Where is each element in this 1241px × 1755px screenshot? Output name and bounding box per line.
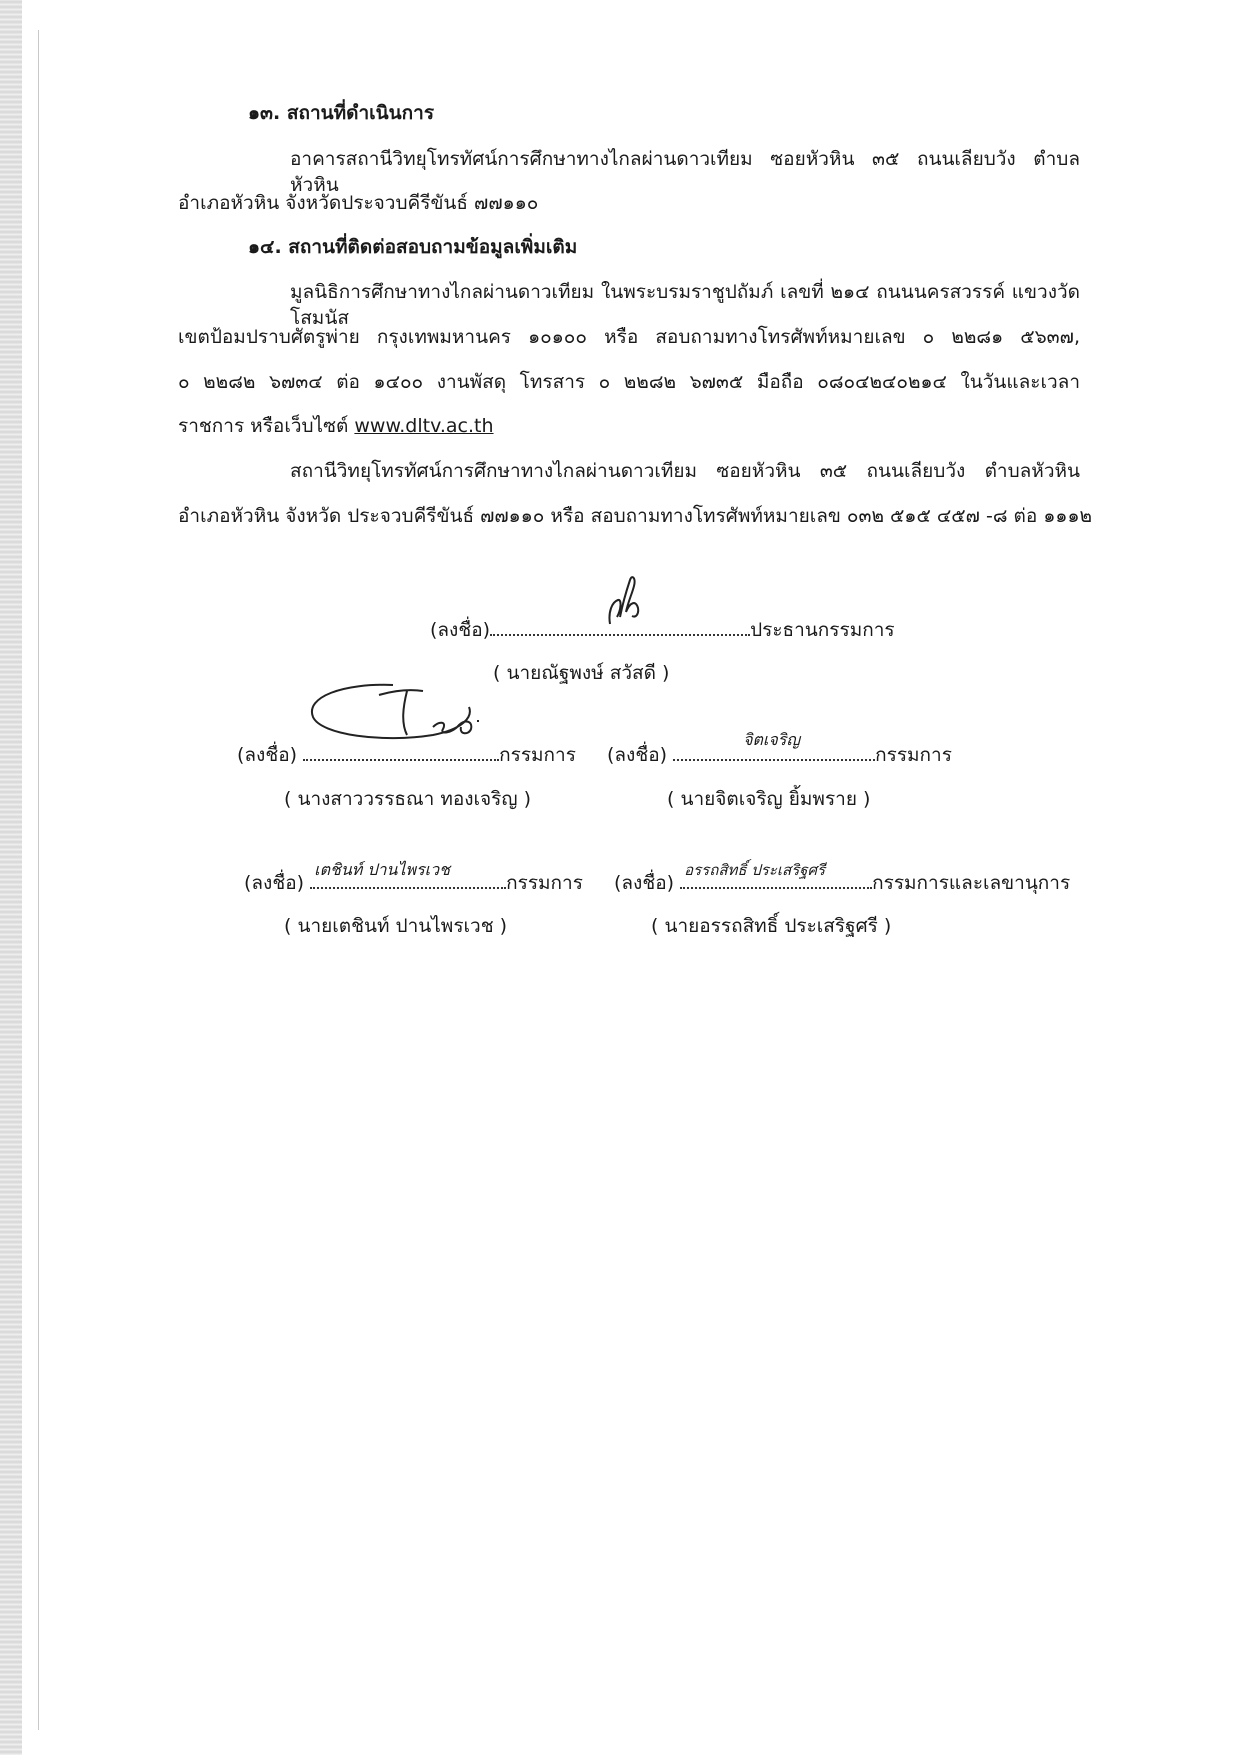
member2-handwriting: จิตเจริญ — [743, 730, 800, 749]
scan-margin-line — [38, 30, 39, 1730]
member2-signature-line — [607, 730, 952, 768]
secretary-name: ( นายอรรถสิทธิ์ ประเสริฐศรี ) — [651, 915, 892, 937]
website-link[interactable]: www.dltv.ac.th — [354, 415, 494, 437]
section-14-para1-line1: มูลนิธิการศึกษาทางไกลผ่านดาวเทียม ในพระบรมราชูปถัมภ์ เลขที่ ๒๑๔ ถนนนครสวรรค์ แขวงวัดโสมนัส — [290, 281, 1080, 329]
secretary-signature-line — [614, 861, 1071, 896]
secretary-role: กรรมการและเลขานุการ — [872, 872, 1071, 894]
member3-signature-line — [244, 860, 583, 896]
member2-role: กรรมการ — [875, 744, 952, 766]
member3-handwriting: เตชินท์ ปานไพรเวช — [314, 860, 450, 879]
chairman-signature-image — [490, 572, 750, 632]
section-13-text-line2: อำเภอหัวหิน จังหวัดประจวบคีรีขันธ์ ๗๗๑๑๐ — [178, 192, 539, 214]
section-13-heading: ๑๓. สถานที่ดำเนินการ — [248, 102, 435, 124]
signature-dotted-line — [490, 616, 750, 636]
signature-dotted-line — [673, 730, 875, 761]
section-14-para1-line4 — [178, 413, 494, 439]
chairman-signature-line — [430, 616, 895, 643]
section-14-para2-line2: อำเภอหัวหิน จังหวัด ประจวบคีรีขันธ์ ๗๗๑๑๐ หรือ สอบถามทางโทรศัพท์หมายเลข ๐๓๒ ๕๑๕ ๔๕๗ -๘ ต่อ ๑๑๑๒ — [178, 505, 1093, 527]
sign-label: (ลงชื่อ) — [614, 872, 675, 894]
sign-label: (ลงชื่อ) — [237, 744, 298, 766]
section-13-text-line1: อาคารสถานีวิทยุโทรทัศน์การศึกษาทางไกลผ่านดาวเทียม ซอยหัวหิน ๓๕ ถนนเลียบวัง ตำบลหัวหิน — [290, 148, 1080, 196]
member1-signature-image — [283, 677, 523, 757]
member3-role: กรรมการ — [506, 872, 583, 894]
section-14-heading: ๑๔. สถานที่ติดต่อสอบถามข้อมูลเพิ่มเติม — [248, 236, 578, 258]
chairman-role: ประธานกรรมการ — [750, 619, 895, 641]
section-14-para1-line3: ๐ ๒๒๘๒ ๖๗๓๔ ต่อ ๑๔๐๐ งานพัสดุ โทรสาร ๐ ๒๒๘๒ ๖๗๓๕ มือถือ ๐๘๐๔๒๔๐๒๑๔ ในวันและเวลา — [178, 371, 1080, 393]
sign-label: (ลงชื่อ) — [607, 744, 668, 766]
scan-edge-shadow — [0, 0, 22, 1755]
secretary-handwriting: อรรถสิทธิ์ ประเสริฐศรี — [684, 861, 826, 879]
member1-role: กรรมการ — [499, 744, 576, 766]
website-prefix: ราชการ หรือเว็บไซต์ — [178, 415, 355, 437]
sign-label: (ลงชื่อ) — [430, 619, 491, 641]
signature-dotted-line — [310, 860, 506, 889]
section-14-para1-line2: เขตป้อมปราบศัตรูพ่าย กรุงเทพมหานคร ๑๐๑๐๐ หรือ สอบถามทางโทรศัพท์หมายเลข ๐ ๒๒๘๑ ๕๖๓๗, — [178, 326, 1080, 348]
section-14-para2-line1: สถานีวิทยุโทรทัศน์การศึกษาทางไกลผ่านดาวเทียม ซอยหัวหิน ๓๕ ถนนเลียบวัง ตำบลหัวหิน — [290, 460, 1080, 482]
signature-dotted-line — [680, 861, 872, 889]
chairman-name: ( นายณัฐพงษ์ สวัสดี ) — [493, 662, 670, 684]
sign-label: (ลงชื่อ) — [244, 872, 305, 894]
signature-dotted-line — [303, 741, 499, 761]
member3-name: ( นายเตชินท์ ปานไพรเวช ) — [284, 915, 508, 937]
member1-name: ( นางสาววรรธณา ทองเจริญ ) — [284, 788, 532, 810]
member1-signature-line — [237, 741, 576, 768]
member2-name: ( นายจิตเจริญ ยิ้มพราย ) — [667, 788, 871, 810]
